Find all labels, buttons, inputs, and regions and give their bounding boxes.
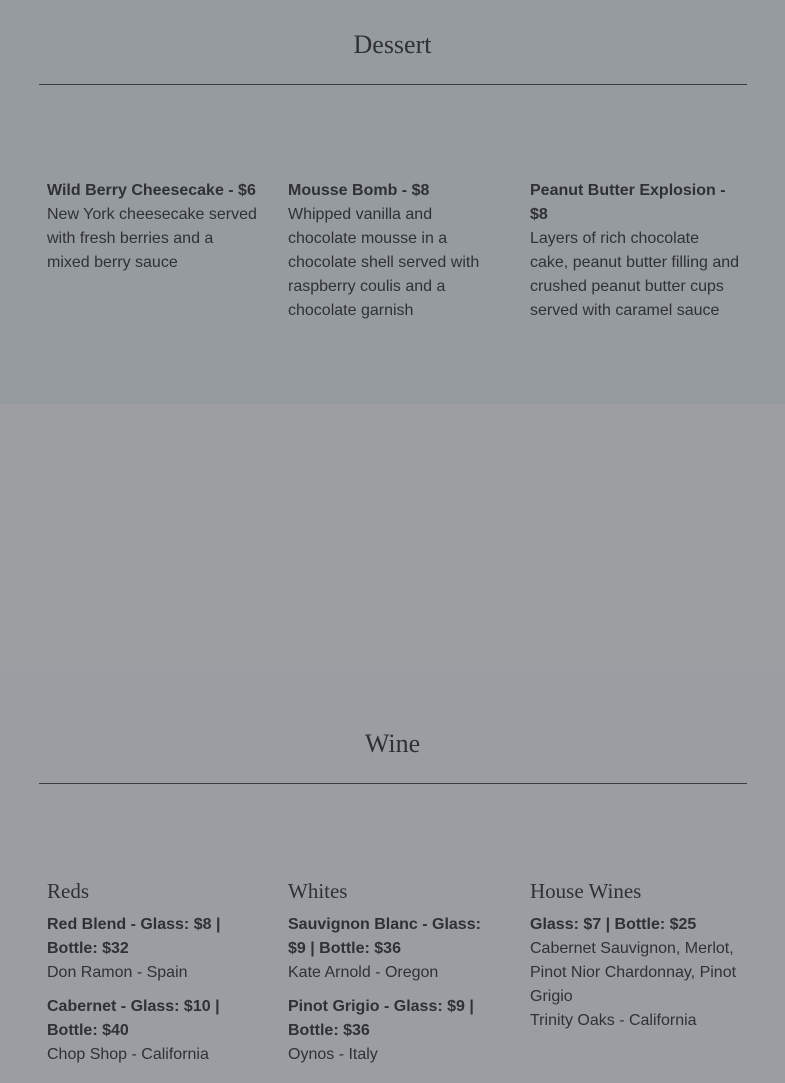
- wine-entry: [530, 913, 740, 1033]
- dessert-item-description: Layers of rich chocolate cake, peanut butter filling and crushed peanut butter cups served with caramel sauce: [530, 230, 740, 319]
- wine-entry: [288, 995, 498, 1067]
- dessert-item: [530, 179, 740, 323]
- wine-column-heading: House Wines: [530, 879, 642, 903]
- dessert-item: [47, 179, 257, 275]
- wine-section: [0, 669, 785, 1083]
- dessert-item-title: Mousse Bomb - $8: [288, 182, 430, 199]
- wine-column-heading: Reds: [47, 879, 89, 903]
- dessert-item-title: Peanut Butter Explosion - $8: [530, 182, 726, 223]
- wine-entry: [288, 913, 498, 985]
- wine-entry-title: Cabernet - Glass: $10 | Bottle: $40: [47, 998, 220, 1039]
- wine-column-whites: [288, 879, 498, 1077]
- wine-title: Wine: [364, 729, 421, 758]
- dessert-item-description: New York cheesecake served with fresh berries and a mixed berry sauce: [47, 206, 257, 271]
- wine-entry-detail: Kate Arnold - Oregon: [288, 964, 439, 981]
- wine-entry-detail: Cabernet Sauvignon, Merlot, Pinot Nior Chardonnay, Pinot Grigio: [530, 940, 737, 1005]
- wine-entry-detail: Oynos - Italy: [288, 1046, 378, 1063]
- wine-entry-detail: Chop Shop - California: [47, 1046, 209, 1063]
- dessert-item: [288, 179, 498, 323]
- wine-entry: [47, 913, 257, 985]
- wine-entry-title: Sauvignon Blanc - Glass: $9 | Bottle: $36: [288, 916, 481, 957]
- wine-entry-title: Pinot Grigio - Glass: $9 | Bottle: $36: [288, 998, 474, 1039]
- dessert-section: [0, 0, 785, 404]
- wine-column-heading: Whites: [288, 879, 348, 903]
- dessert-divider: [39, 84, 747, 85]
- dessert-item-title: Wild Berry Cheesecake - $6: [47, 182, 256, 199]
- wine-entry: [47, 995, 257, 1067]
- wine-entry-detail: Trinity Oaks - California: [530, 1012, 697, 1029]
- dessert-item-description: Whipped vanilla and chocolate mousse in a chocolate shell served with raspberry coulis and a chocolate garnish: [288, 206, 480, 319]
- wine-entry-title: Red Blend - Glass: $8 | Bottle: $32: [47, 916, 221, 957]
- image-band: [0, 404, 785, 669]
- wine-entry-title: Glass: $7 | Bottle: $25: [530, 916, 697, 933]
- wine-entry-detail: Don Ramon - Spain: [47, 964, 188, 981]
- wine-column-reds: [47, 879, 257, 1077]
- wine-column-house: [530, 879, 740, 1043]
- dessert-title: Dessert: [353, 30, 432, 59]
- wine-divider: [39, 783, 747, 784]
